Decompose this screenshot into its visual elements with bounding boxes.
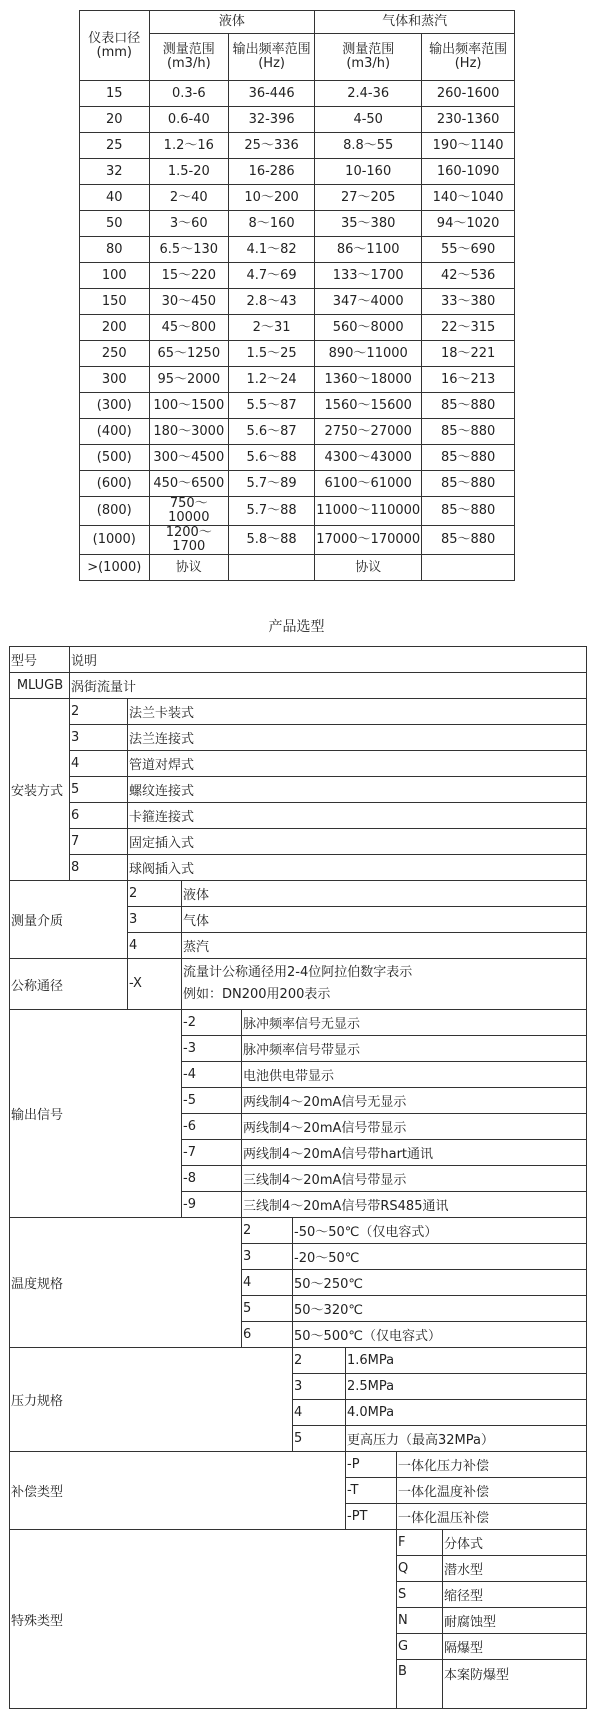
table-row xyxy=(10,803,587,829)
diameter-code: -X xyxy=(128,959,182,1010)
cell-liquid-freq: 5.8～88 xyxy=(229,526,315,555)
temp-option: 50～250℃ xyxy=(293,1270,587,1296)
install-code: 6 xyxy=(70,803,128,829)
output-code: -8 xyxy=(182,1166,242,1192)
table-row xyxy=(80,211,515,237)
install-code: 3 xyxy=(70,725,128,751)
cell-gas-freq: 190～1140 xyxy=(422,133,515,159)
cell-liquid-freq: 4.7～69 xyxy=(229,263,315,289)
output-option: 脉冲频率信号带显示 xyxy=(242,1036,587,1062)
table-row xyxy=(10,751,587,777)
medium-code: 4 xyxy=(128,933,182,959)
model-code: MLUGB xyxy=(10,673,70,699)
table-row xyxy=(80,471,515,497)
special-code: N xyxy=(397,1608,443,1634)
table-row xyxy=(10,959,587,1010)
table-row xyxy=(10,699,587,725)
install-option: 管道对焊式 xyxy=(128,751,587,777)
cell-gas-freq: 94～1020 xyxy=(422,211,515,237)
temp-code: 5 xyxy=(242,1296,293,1322)
header-gas-steam: 气体和蒸汽 xyxy=(315,11,515,34)
table-row xyxy=(10,1348,587,1374)
comp-code: -T xyxy=(346,1478,397,1504)
cell-diameter: (800) xyxy=(80,497,150,526)
cell-gas-freq: 42～536 xyxy=(422,263,515,289)
cell-liquid-range: 300～4500 xyxy=(149,445,228,471)
header-liquid-range: 测量范围 (m3/h) xyxy=(149,34,228,81)
cell-diameter: 200 xyxy=(80,315,150,341)
cell-gas-freq: 85～880 xyxy=(422,419,515,445)
comp-code: -PT xyxy=(346,1504,397,1530)
install-code: 5 xyxy=(70,777,128,803)
install-label: 安装方式 xyxy=(10,699,70,881)
comp-option: 一体化温度补偿 xyxy=(397,1478,587,1504)
selection-table xyxy=(9,646,587,1709)
cell-liquid-freq: 10～200 xyxy=(229,185,315,211)
header-description: 说明 xyxy=(70,647,587,673)
table-row xyxy=(80,497,515,526)
cell-gas-range: 1560～15600 xyxy=(315,393,422,419)
cell-liquid-freq: 2～31 xyxy=(229,315,315,341)
cell-liquid-freq: 16-286 xyxy=(229,159,315,185)
special-option: 隔爆型 xyxy=(443,1634,587,1660)
cell-liquid-range: 0.6-40 xyxy=(149,107,228,133)
medium-code: 3 xyxy=(128,907,182,933)
cell-gas-range: 4300～43000 xyxy=(315,445,422,471)
cell-gas-freq: 230-1360 xyxy=(422,107,515,133)
cell-diameter: 80 xyxy=(80,237,150,263)
pressure-code: 5 xyxy=(293,1426,346,1452)
cell-liquid-range: 6.5～130 xyxy=(149,237,228,263)
cell-gas-range: 347～4000 xyxy=(315,289,422,315)
cell-gas-freq xyxy=(422,555,515,581)
temp-code: 6 xyxy=(242,1322,293,1348)
pressure-label: 压力规格 xyxy=(10,1348,293,1452)
cell-diameter: 25 xyxy=(80,133,150,159)
temp-code: 4 xyxy=(242,1270,293,1296)
output-option: 电池供电带显示 xyxy=(242,1062,587,1088)
cell-liquid-range: 0.3-6 xyxy=(149,81,228,107)
cell-liquid-freq: 4.1～82 xyxy=(229,237,315,263)
table-row xyxy=(80,81,515,107)
output-label: 输出信号 xyxy=(10,1010,182,1218)
install-code: 8 xyxy=(70,855,128,881)
cell-liquid-freq: 5.7～89 xyxy=(229,471,315,497)
cell-gas-freq: 55～690 xyxy=(422,237,515,263)
temp-option: -50～50℃（仅电容式） xyxy=(293,1218,587,1244)
cell-gas-range: 890～11000 xyxy=(315,341,422,367)
output-option: 两线制4～20mA信号带hart通讯 xyxy=(242,1140,587,1166)
cell-liquid-range: 15～220 xyxy=(149,263,228,289)
diameter-label: 公称通径 xyxy=(10,959,128,1010)
temp-label: 温度规格 xyxy=(10,1218,242,1348)
output-option: 三线制4～20mA信号带显示 xyxy=(242,1166,587,1192)
header-liquid-freq: 输出频率范围 (Hz) xyxy=(229,34,315,81)
cell-gas-freq: 85～880 xyxy=(422,445,515,471)
cell-liquid-freq: 2.8～43 xyxy=(229,289,315,315)
temp-code: 2 xyxy=(242,1218,293,1244)
install-option: 卡箍连接式 xyxy=(128,803,587,829)
header-model: 型号 xyxy=(10,647,70,673)
cell-liquid-range: 1200～1700 xyxy=(149,526,228,555)
table-row xyxy=(10,855,587,881)
output-option: 脉冲频率信号无显示 xyxy=(242,1010,587,1036)
special-option: 潜水型 xyxy=(443,1556,587,1582)
install-code: 7 xyxy=(70,829,128,855)
output-option: 两线制4～20mA信号带显示 xyxy=(242,1114,587,1140)
special-code: G xyxy=(397,1634,443,1660)
table-row xyxy=(80,107,515,133)
table-row xyxy=(80,393,515,419)
cell-gas-freq: 33～380 xyxy=(422,289,515,315)
cell-gas-range: 35～380 xyxy=(315,211,422,237)
diameter-description: 流量计公称通径用2-4位阿拉伯数字表示 例如：DN200用200表示 xyxy=(182,959,587,1010)
table-row xyxy=(80,367,515,393)
special-label: 特殊类型 xyxy=(10,1530,397,1709)
table-row xyxy=(10,881,587,907)
cell-liquid-freq: 25～336 xyxy=(229,133,315,159)
cell-gas-freq: 160-1090 xyxy=(422,159,515,185)
cell-gas-range: 1360～18000 xyxy=(315,367,422,393)
pressure-option: 更高压力（最高32MPa） xyxy=(346,1426,587,1452)
cell-gas-range: 86～1100 xyxy=(315,237,422,263)
table-row xyxy=(10,673,587,699)
output-code: -3 xyxy=(182,1036,242,1062)
pressure-option: 4.0MPa xyxy=(346,1400,587,1426)
cell-gas-range: 2.4-36 xyxy=(315,81,422,107)
temp-option: 50～320℃ xyxy=(293,1296,587,1322)
medium-option: 气体 xyxy=(182,907,587,933)
output-option: 三线制4～20mA信号带RS485通讯 xyxy=(242,1192,587,1218)
cell-gas-range: 11000～110000 xyxy=(315,497,422,526)
install-option: 法兰连接式 xyxy=(128,725,587,751)
install-option: 法兰卡装式 xyxy=(128,699,587,725)
cell-liquid-range: 450～6500 xyxy=(149,471,228,497)
table-row xyxy=(80,526,515,555)
table-row xyxy=(80,341,515,367)
output-option: 两线制4～20mA信号无显示 xyxy=(242,1088,587,1114)
cell-liquid-freq: 5.6～88 xyxy=(229,445,315,471)
special-code: B xyxy=(397,1660,443,1709)
cell-gas-range: 协议 xyxy=(315,555,422,581)
cell-diameter: 300 xyxy=(80,367,150,393)
medium-code: 2 xyxy=(128,881,182,907)
cell-diameter: 32 xyxy=(80,159,150,185)
pressure-code: 4 xyxy=(293,1400,346,1426)
medium-option: 蒸汽 xyxy=(182,933,587,959)
install-code: 2 xyxy=(70,699,128,725)
comp-label: 补偿类型 xyxy=(10,1452,346,1530)
cell-diameter: (1000) xyxy=(80,526,150,555)
cell-diameter: 40 xyxy=(80,185,150,211)
cell-gas-freq: 260-1600 xyxy=(422,81,515,107)
cell-liquid-freq: 5.5～87 xyxy=(229,393,315,419)
cell-diameter: 20 xyxy=(80,107,150,133)
install-option: 螺纹连接式 xyxy=(128,777,587,803)
pressure-option: 2.5MPa xyxy=(346,1374,587,1400)
cell-gas-range: 17000～170000 xyxy=(315,526,422,555)
cell-gas-freq: 85～880 xyxy=(422,471,515,497)
cell-liquid-freq: 5.6～87 xyxy=(229,419,315,445)
cell-diameter: 15 xyxy=(80,81,150,107)
cell-diameter: >(1000) xyxy=(80,555,150,581)
cell-gas-freq: 85～880 xyxy=(422,526,515,555)
table-row xyxy=(80,289,515,315)
pressure-code: 2 xyxy=(293,1348,346,1374)
cell-diameter: 100 xyxy=(80,263,150,289)
cell-gas-range: 133～1700 xyxy=(315,263,422,289)
temp-option: 50～500℃（仅电容式） xyxy=(293,1322,587,1348)
cell-liquid-range: 65～1250 xyxy=(149,341,228,367)
cell-diameter: (400) xyxy=(80,419,150,445)
cell-liquid-freq: 1.5～25 xyxy=(229,341,315,367)
cell-liquid-range: 180～3000 xyxy=(149,419,228,445)
cell-liquid-range: 1.5-20 xyxy=(149,159,228,185)
model-description: 涡街流量计 xyxy=(70,673,587,699)
output-code: -2 xyxy=(182,1010,242,1036)
temp-option: -20～50℃ xyxy=(293,1244,587,1270)
cell-liquid-freq xyxy=(229,555,315,581)
cell-liquid-range: 1.2～16 xyxy=(149,133,228,159)
cell-liquid-freq: 5.7～88 xyxy=(229,497,315,526)
table-row xyxy=(80,185,515,211)
cell-liquid-range: 45～800 xyxy=(149,315,228,341)
table-row xyxy=(80,315,515,341)
selection-title: 产品选型 xyxy=(268,619,325,635)
output-code: -7 xyxy=(182,1140,242,1166)
table-row xyxy=(10,829,587,855)
header-liquid: 液体 xyxy=(149,11,315,34)
cell-liquid-range: 95～2000 xyxy=(149,367,228,393)
cell-gas-range: 10-160 xyxy=(315,159,422,185)
cell-diameter: 250 xyxy=(80,341,150,367)
special-option: 分体式 xyxy=(443,1530,587,1556)
special-option: 缩径型 xyxy=(443,1582,587,1608)
table-row xyxy=(10,777,587,803)
pressure-option: 1.6MPa xyxy=(346,1348,587,1374)
table-row xyxy=(80,445,515,471)
cell-gas-freq: 140～1040 xyxy=(422,185,515,211)
special-code: F xyxy=(397,1530,443,1556)
cell-gas-range: 27～205 xyxy=(315,185,422,211)
cell-diameter: (600) xyxy=(80,471,150,497)
install-code: 4 xyxy=(70,751,128,777)
table-row xyxy=(80,419,515,445)
cell-gas-range: 8.8～55 xyxy=(315,133,422,159)
cell-gas-range: 560～8000 xyxy=(315,315,422,341)
install-option: 球阀插入式 xyxy=(128,855,587,881)
cell-gas-range: 6100～61000 xyxy=(315,471,422,497)
cell-liquid-range: 2～40 xyxy=(149,185,228,211)
output-code: -6 xyxy=(182,1114,242,1140)
cell-gas-freq: 16～213 xyxy=(422,367,515,393)
medium-option: 液体 xyxy=(182,881,587,907)
flow-range-table xyxy=(79,10,515,581)
special-code: Q xyxy=(397,1556,443,1582)
cell-gas-range: 2750～27000 xyxy=(315,419,422,445)
special-option: 本案防爆型 xyxy=(443,1660,587,1709)
header-diameter: 仪表口径 (mm) xyxy=(80,11,150,81)
header-gas-range: 测量范围 (m3/h) xyxy=(315,34,422,81)
table-row xyxy=(10,1452,587,1478)
output-code: -4 xyxy=(182,1062,242,1088)
cell-diameter: (500) xyxy=(80,445,150,471)
table-row xyxy=(10,725,587,751)
cell-liquid-range: 3～60 xyxy=(149,211,228,237)
cell-gas-freq: 85～880 xyxy=(422,497,515,526)
output-code: -9 xyxy=(182,1192,242,1218)
cell-diameter: 150 xyxy=(80,289,150,315)
table-row xyxy=(10,1218,587,1244)
cell-liquid-range: 30～450 xyxy=(149,289,228,315)
table-row xyxy=(80,159,515,185)
cell-diameter: (300) xyxy=(80,393,150,419)
medium-label: 测量介质 xyxy=(10,881,128,959)
cell-liquid-range: 协议 xyxy=(149,555,228,581)
output-code: -5 xyxy=(182,1088,242,1114)
temp-code: 3 xyxy=(242,1244,293,1270)
special-option: 耐腐蚀型 xyxy=(443,1608,587,1634)
cell-gas-freq: 18～221 xyxy=(422,341,515,367)
cell-liquid-freq: 1.2～24 xyxy=(229,367,315,393)
cell-gas-freq: 22～315 xyxy=(422,315,515,341)
header-gas-freq: 输出频率范围 (Hz) xyxy=(422,34,515,81)
comp-option: 一体化温压补偿 xyxy=(397,1504,587,1530)
cell-liquid-range: 750～10000 xyxy=(149,497,228,526)
cell-diameter: 50 xyxy=(80,211,150,237)
special-code: S xyxy=(397,1582,443,1608)
table-row xyxy=(80,133,515,159)
table-row xyxy=(80,237,515,263)
comp-option: 一体化压力补偿 xyxy=(397,1452,587,1478)
pressure-code: 3 xyxy=(293,1374,346,1400)
table-row xyxy=(80,555,515,581)
table-row xyxy=(10,1530,587,1556)
cell-gas-range: 4-50 xyxy=(315,107,422,133)
cell-gas-freq: 85～880 xyxy=(422,393,515,419)
table-row xyxy=(10,1010,587,1036)
cell-liquid-freq: 8～160 xyxy=(229,211,315,237)
comp-code: -P xyxy=(346,1452,397,1478)
cell-liquid-range: 100～1500 xyxy=(149,393,228,419)
cell-liquid-freq: 36-446 xyxy=(229,81,315,107)
cell-liquid-freq: 32-396 xyxy=(229,107,315,133)
install-option: 固定插入式 xyxy=(128,829,587,855)
table-row xyxy=(10,647,587,673)
table-row xyxy=(80,263,515,289)
